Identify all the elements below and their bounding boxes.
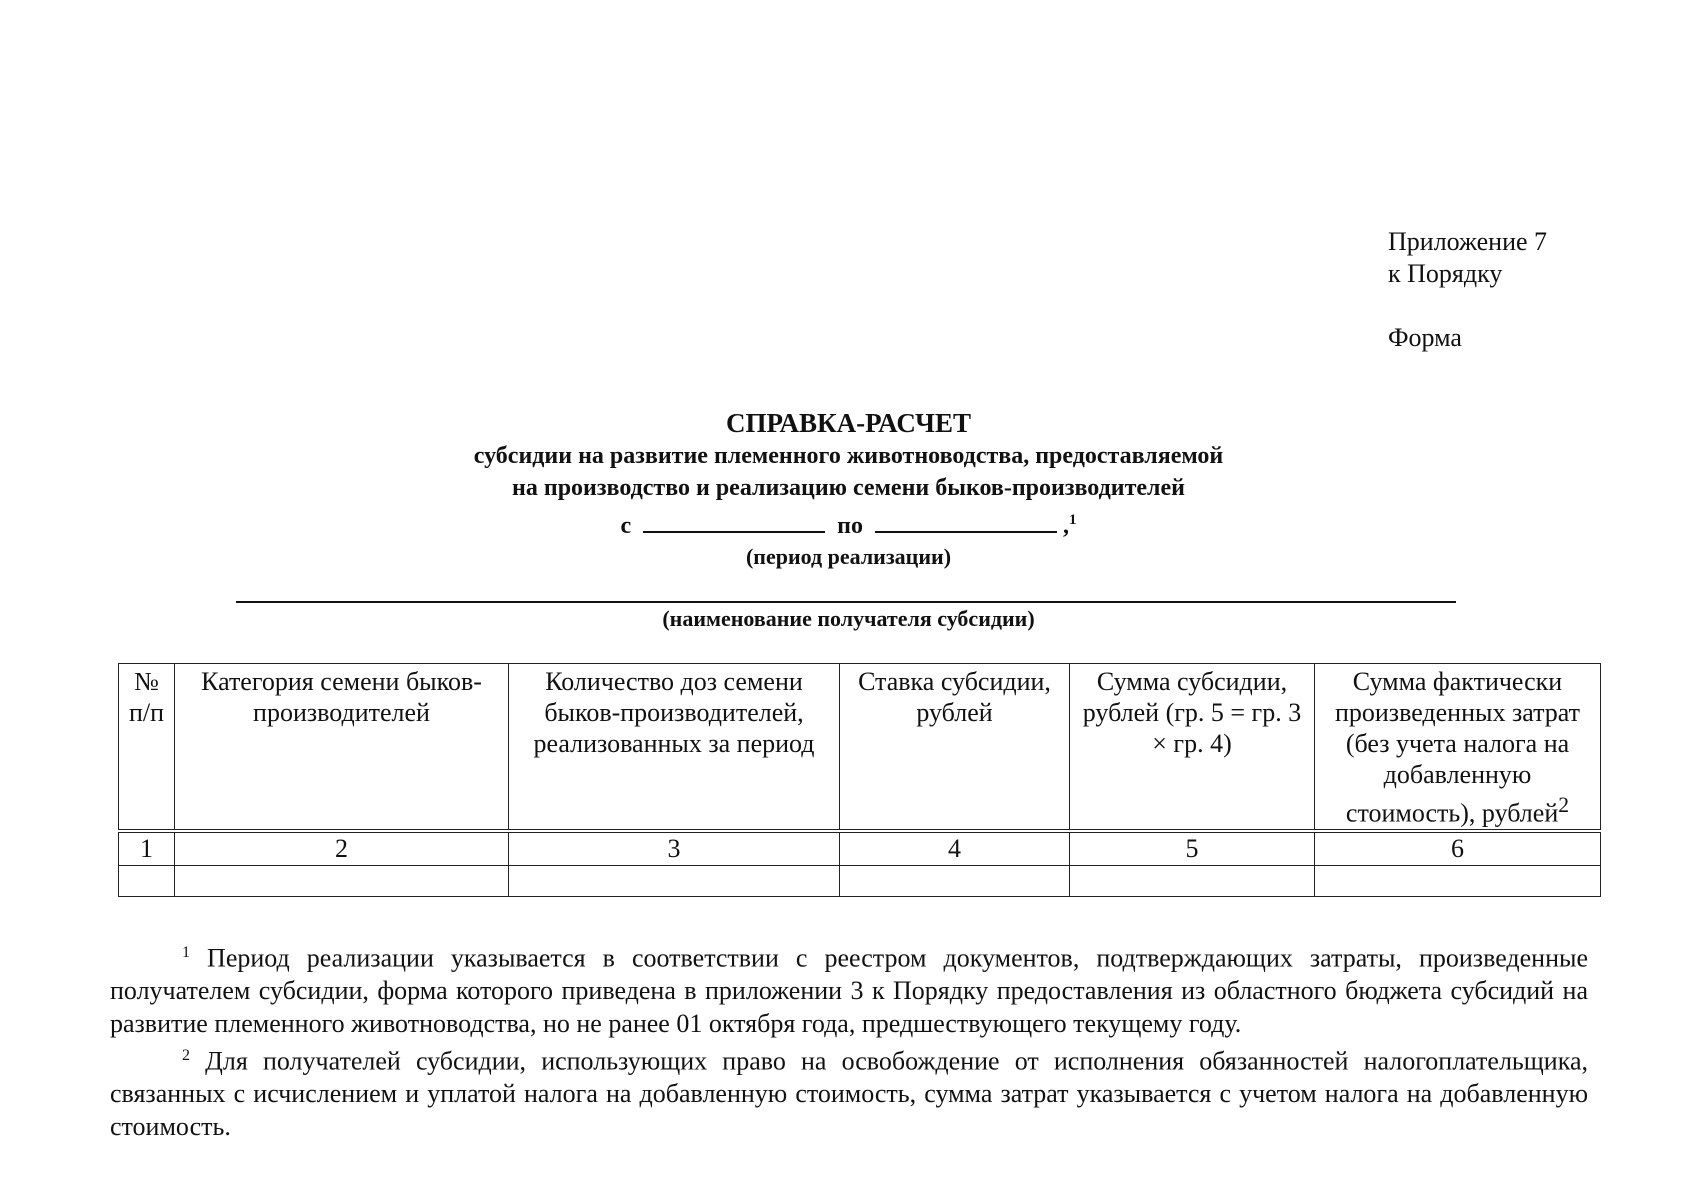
- document-title: СПРАВКА-РАСЧЕТ: [726, 408, 971, 438]
- period-from-label: с: [620, 513, 632, 539]
- column-number-cell: 6: [1315, 831, 1601, 866]
- footnotes: [110, 937, 1588, 1143]
- appendix-reference: к Порядку: [1388, 259, 1503, 288]
- column-numbers-row: [119, 831, 1601, 866]
- column-number-cell: 4: [840, 831, 1070, 866]
- empty-cell: [509, 865, 840, 896]
- header-actual-costs-footnote-mark: 2: [1558, 793, 1570, 817]
- calculation-table: [118, 663, 1601, 897]
- header-subsidy-rate: Ставка субсидии, рублей: [840, 664, 1070, 831]
- period-to-blank: [875, 509, 1057, 533]
- empty-cell: [1070, 865, 1315, 896]
- header-doses-count: Количество доз семени быков-производителей, реализованных за период: [509, 664, 840, 831]
- footnote-2-text: Для получателей субсидии, использующих право на освобождение от исполнения обязанностей налогоплательщика, связанных с исчислением и уплатой налога на добавленную стоимость, сумма затрат указывается с учетом налога на добавленную стоимость.: [110, 1046, 1588, 1141]
- period-trailing-comma: ,: [1062, 513, 1069, 539]
- empty-cell: [175, 865, 509, 896]
- period-caption: (период реализации): [745, 544, 952, 569]
- document-subtitle-line-1: субсидии на развитие племенного животноводства, предоставляемой: [473, 443, 1224, 469]
- appendix-number: Приложение 7: [1388, 227, 1548, 256]
- recipient-caption: (наименование получателя субсидии): [662, 606, 1035, 631]
- column-number-cell: 2: [175, 831, 509, 866]
- footnote-1: [110, 937, 1588, 1040]
- recipient-name-line: [236, 601, 1456, 603]
- form-label: Форма: [1388, 323, 1462, 352]
- header-semen-category: Категория семени быков-производителей: [175, 664, 509, 831]
- footnote-2-mark: 2: [182, 1047, 190, 1065]
- header-subsidy-sum: Сумма субсидии, рублей (гр. 5 = гр. 3 × гр. 4): [1070, 664, 1315, 831]
- period-line: [0, 504, 1697, 542]
- empty-cell: [840, 865, 1070, 896]
- column-number-cell: 3: [509, 831, 840, 866]
- footnote-2: [110, 1040, 1588, 1143]
- header-number: № п/п: [119, 664, 175, 831]
- table-header-row: [119, 664, 1601, 831]
- header-actual-costs-text: Сумма фактически произведенных затрат (без учета налога на добавленную стоимость), рублей: [1334, 667, 1581, 828]
- empty-cell: [119, 865, 175, 896]
- column-number-cell: 5: [1070, 831, 1315, 866]
- document-title-block: [0, 406, 1697, 572]
- period-from-blank: [643, 509, 825, 533]
- footnote-1-text: Период реализации указывается в соответствии с реестром документов, подтверждающих затраты, произведенные получателем субсидии, форма которого приведена в приложении 3 к Порядку предоставления из областного бюджета субсидий на развитие племенного животноводства, но не ранее 01 октября года, предшествующего текущему году.: [110, 943, 1588, 1038]
- period-footnote-mark: 1: [1068, 512, 1077, 528]
- header-actual-costs: [1315, 664, 1601, 831]
- document-subtitle-line-2: на производство и реализацию семени быков-производителей: [512, 475, 1185, 501]
- appendix-header: [1388, 226, 1547, 354]
- period-to-label: по: [837, 513, 863, 539]
- table-row: [119, 865, 1601, 896]
- footnote-1-mark: 1: [182, 944, 190, 961]
- empty-cell: [1315, 865, 1601, 896]
- column-number-cell: 1: [119, 831, 175, 866]
